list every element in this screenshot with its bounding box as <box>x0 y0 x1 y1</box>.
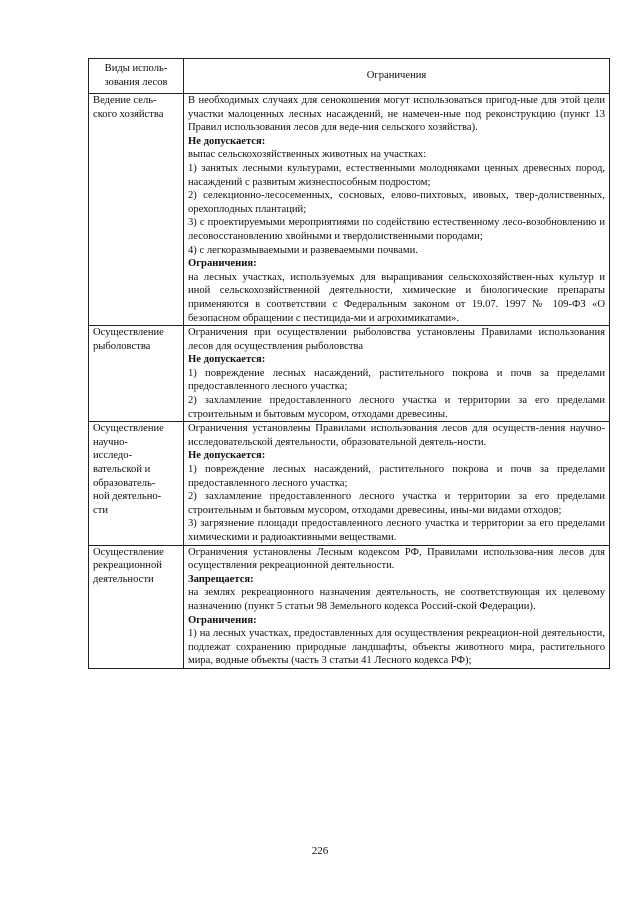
restriction-text: Ограничения установлены Правилами использования лесов для осуществ-ления научно-исследовательской деятельности, образовательной деятель-ности. <box>188 423 605 448</box>
restrictions-table <box>88 58 610 669</box>
restriction-text: 1) повреждение лесных насаждений, растительного покрова и почв за пределами предоставленного лесного участка; <box>188 464 605 489</box>
restriction-text: на лесных участках, используемых для выращивания сельскохозяйствен-ных культур и иной сельскохозяйственной деятельности, химические и биологические препараты применяются в соответствии с Федеральным законом от 19.07. 1997 № 109-ФЗ «О безопасном обращении с пестицида-ми и агрохимикатами». <box>188 271 605 324</box>
table-row <box>89 94 610 326</box>
table-header-row <box>89 59 610 94</box>
restriction-text: выпас сельскохозяйственных животных на участках: <box>188 149 427 161</box>
restriction-text: 3) с проектируемыми мероприятиями по содействию естественному лесо-возобновлению и лесовосстановлению хвойными и твердолиственными породами; <box>188 217 605 242</box>
restriction-text: 1) занятых лесными культурами, естественными молодняками ценных древесных пород, насаждений с развитым жизнеспособным подростом; <box>188 162 605 188</box>
restriction-text: Ограничения установлены Лесным кодексом РФ, Правилами использова-ния лесов для осуществления рекреационной деятельности. <box>188 546 605 572</box>
restriction-text: 4) с легкоразмываемыми и развеваемыми почвами. <box>188 244 418 256</box>
restriction-text: 1) на лесных участках, предоставленных для осуществления рекреацион-ной деятельности, подлежат сохранению природные ландшафты, объекты животного мира, растительного мира, водные объекты (часть 3 статьи 41 Лесного кодекса РФ); <box>188 628 605 667</box>
table-row <box>89 326 610 422</box>
header-usage-types: Виды исполь- зования лесов <box>89 59 184 94</box>
restriction-text: 3) загрязнение площади предоставленного лесного участка и территории за его пределами химическими и радиоактивными веществами. <box>188 518 605 543</box>
restriction-text: 2) захламление предоставленного лесного участка и территории за его пределами строительным и бытовым мусором, отходами древесины. <box>188 395 605 420</box>
restriction-text: на землях рекреационного назначения деятельность, не соответствующая их целевому назначению (пункт 5 статьи 98 Земельного кодекса Россий-ской Федерации). <box>188 587 605 612</box>
restriction-text: В необходимых случаях для сенокошения могут использоваться пригод-ные для этой цели участки малоценных лесных насаждений, не намечен-ные под реконструкцию (пункт 13 Правил использования лесов для веде-ния сельского хозяйства). <box>188 95 605 134</box>
restriction-text: 2) селекционно-лесосеменных, сосновых, елово-пихтовых, ивовых, твер-долиственных, орехоплодных плантаций; <box>188 190 605 215</box>
usage-type-cell: Осуществление рыболовства <box>89 326 184 422</box>
page-number: 226 <box>311 845 329 857</box>
usage-type-cell: Осуществление научно- исследо- вательской и образователь- ной деятельно- сти <box>89 422 184 545</box>
restriction-text: 2) захламление предоставленного лесного участка и территории за его пределами строительным и бытовым мусором, отходами древесины, ины-ми видами отходов; <box>188 491 605 516</box>
section-heading: Запрещается: <box>188 573 254 585</box>
restriction-text: Ограничения при осуществлении рыболовства установлены Правилами использования лесов для осуществления рыболовства <box>188 327 605 352</box>
restrictions-cell <box>184 422 610 545</box>
section-heading: Не допускается: <box>188 354 266 366</box>
restrictions-cell <box>184 326 610 422</box>
restriction-text: 1) повреждение лесных насаждений, растительного покрова и почв за пределами предоставленного лесного участка; <box>188 367 605 393</box>
section-heading: Не допускается: <box>188 450 266 462</box>
table-row <box>89 545 610 668</box>
section-heading: Ограничения: <box>188 258 257 270</box>
restrictions-cell <box>184 94 610 326</box>
restrictions-cell <box>184 545 610 668</box>
usage-type-cell: Осуществление рекреационной деятельности <box>89 545 184 668</box>
usage-type-cell: Ведение сель- ского хозяйства <box>89 94 184 326</box>
section-heading: Не допускается: <box>188 135 266 147</box>
table-row <box>89 422 610 545</box>
section-heading: Ограничения: <box>188 614 257 626</box>
header-restrictions: Ограничения <box>184 59 610 94</box>
